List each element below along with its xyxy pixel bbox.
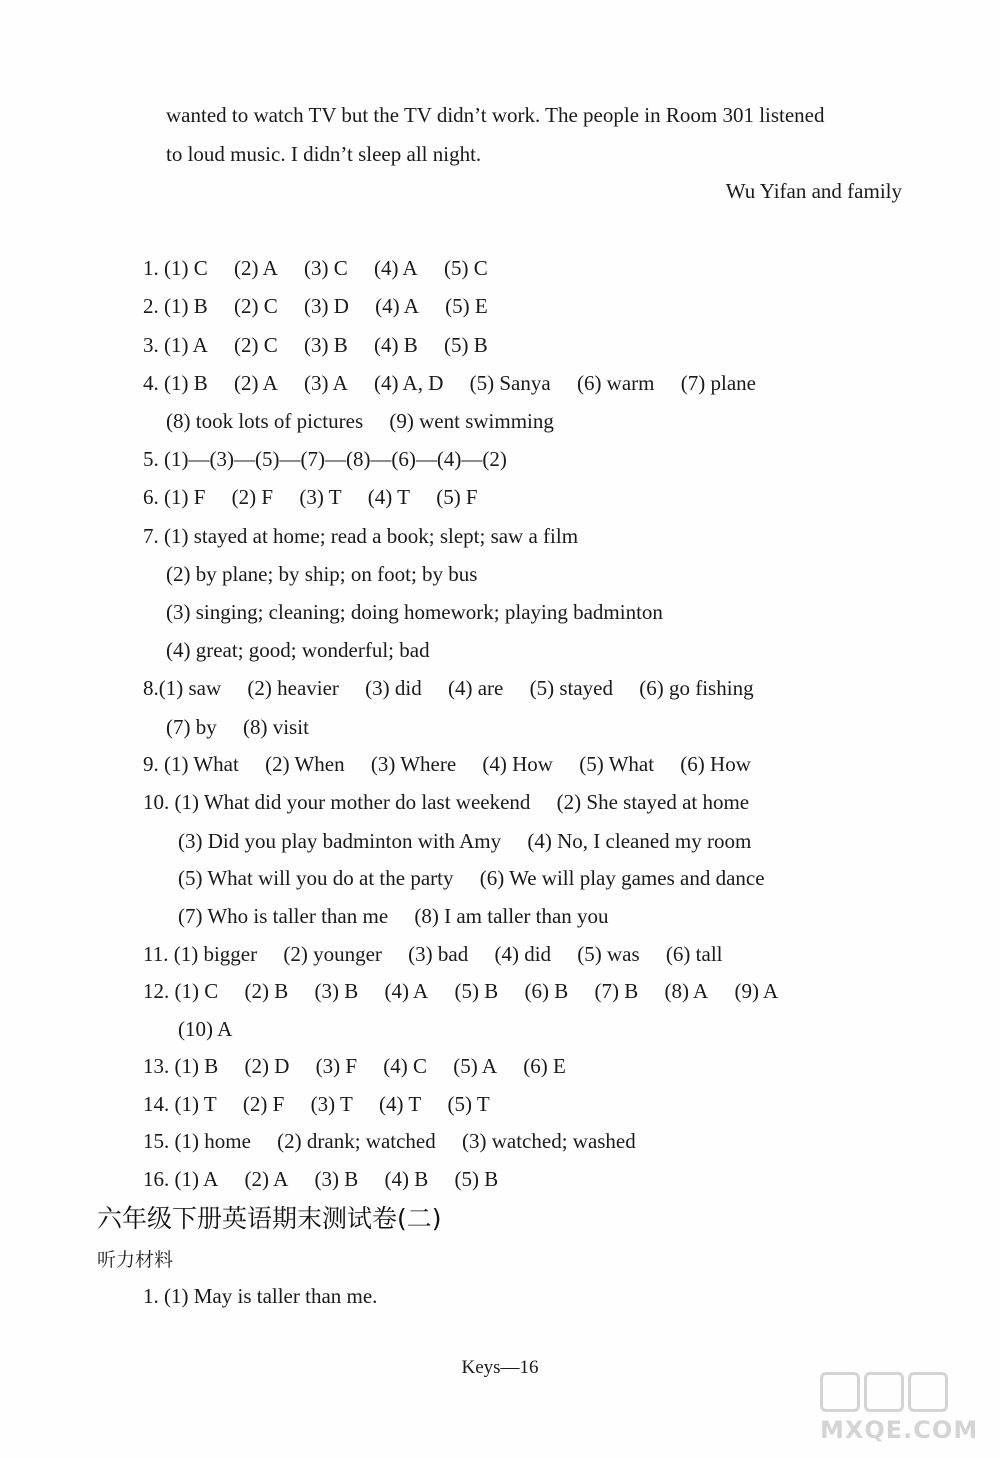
answer-9: 9. (1) What (2) When (3) Where (4) How (5) What (6) How (143, 752, 751, 776)
answer-15: 15. (1) home (2) drank; watched (3) watched; washed (143, 1129, 636, 1153)
answer-12: 12. (1) C (2) B (3) B (4) A (5) B (6) B (7) B (8) A (9) A (143, 979, 779, 1003)
page-footer: Keys—16 (461, 1357, 539, 1378)
answer-6: 6. (1) F (2) F (3) T (4) T (5) F (143, 485, 478, 509)
answer-7: 7. (1) stayed at home; read a book; slept; saw a film (143, 524, 579, 548)
answer-11: 11. (1) bigger (2) younger (3) bad (4) did (5) was (6) tall (143, 942, 723, 966)
answer-5: 5. (1)—(3)—(5)—(7)—(8)—(6)—(4)—(2) (143, 447, 507, 471)
answer-3: 3. (1) A (2) C (3) B (4) B (5) B (143, 333, 488, 357)
answer-14: 14. (1) T (2) F (3) T (4) T (5) T (143, 1092, 490, 1116)
answer-1: 1. (1) C (2) A (3) C (4) A (5) C (143, 256, 488, 280)
answer-7-part-4: (4) great; good; wonderful; bad (166, 638, 430, 662)
answer-16: 16. (1) A (2) A (3) B (4) B (5) B (143, 1167, 499, 1191)
passage-signature: Wu Yifan and family (725, 179, 902, 203)
answer-4-continued: (8) took lots of pictures (9) went swimming (166, 409, 554, 433)
answer-10: 10. (1) What did your mother do last weekend (2) She stayed at home (143, 790, 750, 814)
passage-line-1: wanted to watch TV but the TV didn’t work. The people in Room 301 listened (166, 103, 825, 127)
answer-7-part-3: (3) singing; cleaning; doing homework; playing badminton (166, 600, 663, 624)
watermark-icon (820, 1372, 990, 1412)
listening-line-1: 1. (1) May is taller than me. (143, 1284, 378, 1308)
answer-12-continued: (10) A (178, 1017, 233, 1041)
answer-4: 4. (1) B (2) A (3) A (4) A, D (5) Sanya (6) warm (7) plane (143, 371, 756, 395)
answer-7-part-2: (2) by plane; by ship; on foot; by bus (166, 562, 478, 586)
answer-10-part-4: (7) Who is taller than me (8) I am taller than you (178, 904, 609, 928)
answer-8-continued: (7) by (8) visit (166, 715, 309, 739)
answer-13: 13. (1) B (2) D (3) F (4) C (5) A (6) E (143, 1054, 566, 1078)
answer-8: 8.(1) saw (2) heavier (3) did (4) are (5) stayed (6) go fishing (143, 676, 754, 700)
answer-10-part-2: (3) Did you play badminton with Amy (4) No, I cleaned my room (178, 829, 752, 853)
section-title: 六年级下册英语期末测试卷(二) (97, 1204, 442, 1233)
watermark-logo (820, 1372, 990, 1452)
watermark-text: MXQE.COM (820, 1416, 979, 1444)
answer-2: 2. (1) B (2) C (3) D (4) A (5) E (143, 294, 488, 318)
section-subtitle: 听力材料 (97, 1249, 174, 1271)
answer-10-part-3: (5) What will you do at the party (6) We will play games and dance (178, 866, 765, 890)
passage-line-2: to loud music. I didn’t sleep all night. (166, 142, 482, 166)
